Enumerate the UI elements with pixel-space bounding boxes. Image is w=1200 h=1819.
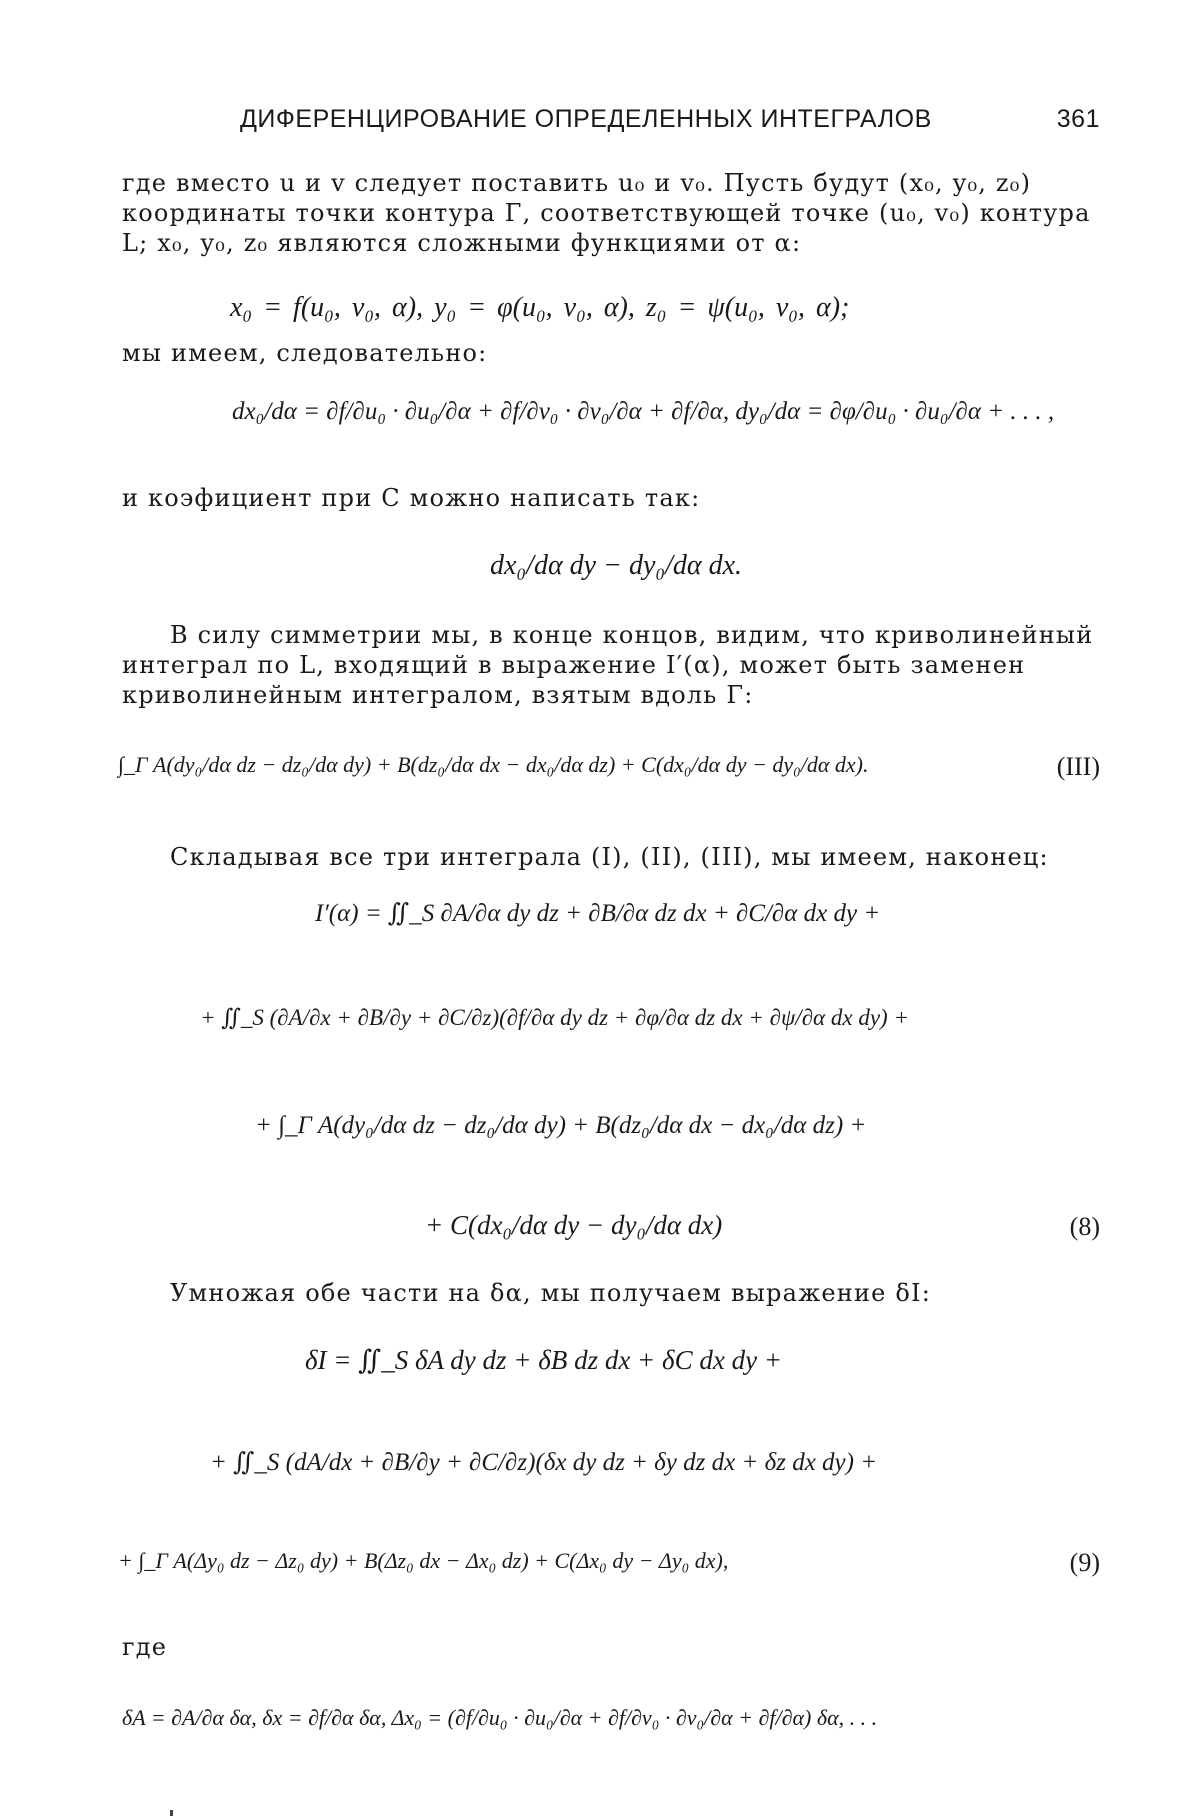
paragraph-5: Складывая все три интеграла (I), (II), (III), мы имеем, наконец: [170,843,1049,871]
equation-8-line-2: + ∬_S (∂A/∂x + ∂B/∂y + ∂C/∂z)(∂f/∂α dy dz + ∂φ/∂α dz dx + ∂ψ/∂α dx dy) + [200,1005,909,1030]
equation-8-line-3: + ∫_Γ A(dy₀/dα dz − dz₀/dα dy) + B(dz₀/dα dx − dx₀/dα dz) + [255,1112,867,1139]
paragraph-4: В силу симметрии мы, в конце концов, видим, что криволинейный интеграл по L, входящий в выражение I′(α), может быть заменен криволинейным интегралом, взятым вдоль Γ: [122,621,1094,709]
equation-9-line-1: δI = ∬_S δA dy dz + δB dz dx + δC dx dy + [305,1345,783,1375]
equation-9-line-2: + ∬_S (dA/dx + ∂B/∂y + ∂C/∂z)(δx dy dz + δy dz dx + δz dx dy) + [210,1449,878,1476]
page-number: 361 [1056,105,1100,133]
equation-1: x₀ = f(u₀, v₀, α), y₀ = φ(u₀, v₀, α), z₀ = ψ(u₀, v₀, α); [230,292,850,323]
paragraph-2: мы имеем, следовательно: [122,339,488,367]
equation-9-label: (9) [1069,1548,1100,1577]
running-title: ДИФЕРЕНЦИРОВАНИЕ ОПРЕДЕЛЕННЫХ ИНТЕГРАЛОВ [240,105,932,133]
equation-8-line-1: I′(α) = ∬_S ∂A/∂α dy dz + ∂B/∂α dz dx + ∂C/∂α dx dy + [315,900,881,927]
paragraph-6: Умножая обе части на δα, мы получаем выражение δI: [170,1279,932,1307]
equation-8-label: (8) [1069,1212,1100,1241]
equation-8-line-4: + C(dx₀/dα dy − dy₀/dα dx) [425,1210,723,1240]
page-header [240,105,1100,134]
print-speck [170,1810,173,1816]
paragraph-1: где вместо u и v следует поставить u₀ и v₀. Пусть будут (x₀, y₀, z₀) координаты точки контура Γ, соответствующей точке (u₀, v₀) контура L; x₀, y₀, z₀ являются сложными функциями от α: [122,169,1091,257]
equation-definitions: δA = ∂A/∂α δα, δx = ∂f/∂α δα, Δx₀ = (∂f/∂u₀ · ∂u₀/∂α + ∂f/∂v₀ · ∂v₀/∂α + ∂f/∂α) δα, . . . [122,1705,878,1730]
paragraph-3: и коэфициент при C можно написать так: [122,484,701,512]
equation-III-label: (III) [1056,752,1100,781]
equation-2: dx₀/dα = ∂f/∂u₀ · ∂u₀/∂α + ∂f/∂v₀ · ∂v₀/∂α + ∂f/∂α, dy₀/dα = ∂φ/∂u₀ · ∂u₀/∂α + . . . , [232,398,1055,425]
equation-III: ∫_Γ A(dy₀/dα dz − dz₀/dα dy) + B(dz₀/dα dx − dx₀/dα dz) + C(dx₀/dα dy − dy₀/dα dx). [118,752,869,777]
equation-3: dx₀/dα dy − dy₀/dα dx. [490,550,743,581]
equation-9-line-3: + ∫_Γ A(Δy₀ dz − Δz₀ dy) + B(Δz₀ dx − Δx₀ dz) + C(Δx₀ dy − Δy₀ dx), [118,1548,729,1573]
paragraph-7: где [122,1633,168,1661]
